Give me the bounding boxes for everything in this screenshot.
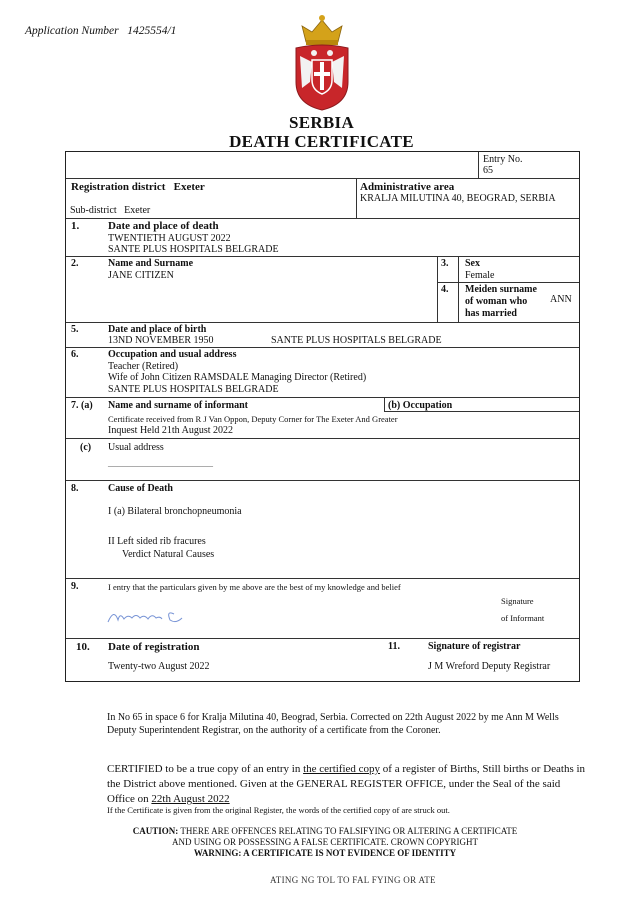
certification-footnote: If the Certificate is given from the original Register, the words of the certified copy of are struck out. bbox=[107, 805, 450, 815]
field-8-cause-1: I (a) Bilateral bronchopneumonia bbox=[108, 506, 242, 517]
application-number: Application Number 1425554/1 bbox=[25, 25, 177, 37]
caution-notice: CAUTION: THERE ARE OFFENCES RELATING TO FALSIFYING OR ALTERING A CERTIFICATE AND USING OR POSSESSING A FALSE CERTIFICATE. CROWN COPYRIGHT WARNING: A CERTIFICATE IS NOT EVIDENCE OF IDENTITY bbox=[80, 826, 570, 859]
certification-statement: CERTIFIED to be a true copy of an entry in the certified copy of a register of Births, Still births or Deaths in the District above mentioned. Given at the GENERAL REGISTER OFFICE, under the Seal of the said Office on 22th August 2022 bbox=[107, 763, 586, 805]
footer-watermark-text: ATING NG TOL TO FAL FYING OR ATE bbox=[270, 875, 436, 885]
field-6-label: Occupation and usual address bbox=[108, 349, 237, 360]
field-1-place: SANTE PLUS HOSPITALS BELGRADE bbox=[108, 244, 279, 255]
field-10-date: Twenty-two August 2022 bbox=[108, 661, 210, 672]
certificate-form bbox=[65, 151, 580, 682]
field-4-label-3: has married bbox=[465, 308, 517, 319]
field-7a-label: Name and surname of informant bbox=[108, 400, 248, 411]
field-4-label-1: Meiden surname bbox=[465, 284, 537, 295]
entry-label: Entry No. bbox=[483, 154, 523, 165]
field-8-verdict: Verdict Natural Causes bbox=[122, 549, 215, 560]
field-7c-label: Usual address bbox=[108, 442, 164, 453]
document-title: DEATH CERTIFICATE bbox=[229, 132, 414, 151]
entry-number: 65 bbox=[483, 165, 493, 176]
field-3-label: Sex bbox=[465, 258, 480, 269]
field-4-number: 4. bbox=[441, 284, 449, 295]
field-8-label: Cause of Death bbox=[108, 483, 173, 494]
country-heading: SERBIA bbox=[288, 113, 355, 132]
field-7a-number: 7. (a) bbox=[71, 400, 93, 411]
field-4-maiden-name: ANN bbox=[550, 294, 572, 305]
field-11-number: 11. bbox=[388, 641, 400, 652]
field-2-name: JANE CITIZEN bbox=[108, 270, 174, 281]
field-6-address: SANTE PLUS HOSPITALS BELGRADE bbox=[108, 384, 279, 395]
field-1-number: 1. bbox=[71, 220, 80, 232]
field-8-number: 8. bbox=[71, 483, 79, 494]
admin-area-label: Administrative area bbox=[360, 181, 455, 193]
field-5-date: 13ND NOVEMBER 1950 bbox=[108, 335, 214, 346]
field-5-number: 5. bbox=[71, 324, 79, 335]
field-2-number: 2. bbox=[71, 258, 79, 269]
field-6-number: 6. bbox=[71, 349, 79, 360]
field-7a-informant: Certificate received from R J Van Oppon, Deputy Corner for The Exeter And Greater bbox=[108, 414, 398, 424]
field-9-number: 9. bbox=[71, 581, 79, 592]
field-11-label: Signature of registrar bbox=[428, 641, 521, 652]
field-9-declaration: I entry that the particulars given by me above are the best of my knowledge and belief bbox=[108, 582, 401, 592]
field-1-label: Date and place of death bbox=[108, 220, 219, 232]
field-6-detail: Wife of John Citizen RAMSDALE Managing Director (Retired) bbox=[108, 372, 367, 383]
field-10-number: 10. bbox=[76, 641, 90, 653]
informant-signature-icon bbox=[106, 604, 196, 626]
field-7c-number: (c) bbox=[80, 442, 92, 453]
field-11-registrar: J M Wreford Deputy Registrar bbox=[428, 661, 551, 672]
field-3-number: 3. bbox=[441, 258, 449, 269]
correction-note: In No 65 in space 6 for Kralja Milutina 40, Beograd, Serbia. Corrected on 22th August 2022 by me Ann M Wells Deputy Superintendent Registrar, on the authority of a certificate from the Coroner. bbox=[107, 712, 559, 736]
field-7c-value: _____________________ bbox=[108, 457, 213, 468]
field-6-occupation: Teacher (Retired) bbox=[108, 361, 179, 372]
field-1-date: TWENTIETH AUGUST 2022 bbox=[108, 233, 231, 244]
field-7a-inquest: Inquest Held 21th August 2022 bbox=[108, 425, 233, 436]
identity-warning: WARNING: A CERTIFICATE IS NOT EVIDENCE OF IDENTITY bbox=[193, 848, 457, 858]
field-8-cause-2: II Left sided rib fracures bbox=[108, 536, 206, 547]
field-9-signature-label-1: Signature bbox=[501, 596, 534, 606]
field-9-signature-label-2: of Informant bbox=[501, 613, 545, 623]
field-4-label-2: of woman who bbox=[465, 296, 528, 307]
field-3-sex: Female bbox=[465, 270, 495, 281]
certification-date: 22th August 2022 bbox=[151, 793, 230, 805]
coat-of-arms-icon bbox=[290, 12, 354, 112]
field-5-label: Date and place of birth bbox=[108, 324, 207, 335]
field-10-label: Date of registration bbox=[108, 641, 200, 653]
field-7b-label: (b) Occupation bbox=[388, 400, 453, 411]
field-5-place: SANTE PLUS HOSPITALS BELGRADE bbox=[271, 335, 442, 346]
field-2-label: Name and Surname bbox=[108, 258, 194, 269]
sub-district: Sub-district Exeter bbox=[70, 205, 151, 216]
admin-area-value: KRALJA MILUTINA 40, BEOGRAD, SERBIA bbox=[360, 193, 556, 204]
registration-district: Registration district Exeter bbox=[71, 181, 205, 193]
